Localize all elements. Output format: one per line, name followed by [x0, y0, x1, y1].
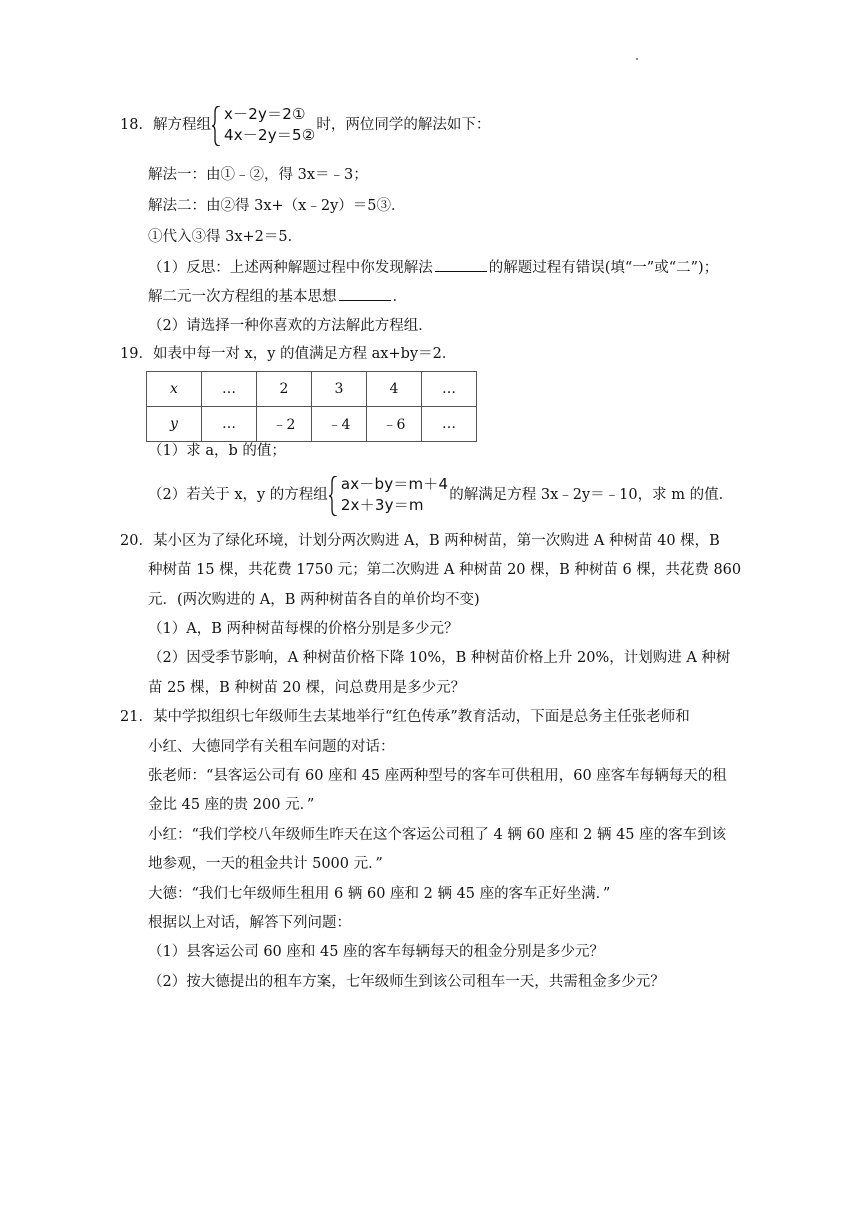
q18-part1-text-d: ． — [392, 289, 407, 305]
q19-part2 — [148, 474, 733, 516]
q18-part1 — [148, 257, 718, 278]
table-cell: y — [147, 407, 202, 442]
table-cell: … — [422, 407, 477, 442]
q20-part2: （2）因受季节影响，A 种树苗价格下降 10%，B 种树苗价格上升 20%，计划购进 A 种树 — [148, 650, 731, 666]
q21-line2: 小红、大德同学有关租车问题的对话： — [148, 739, 395, 755]
table-cell: … — [202, 407, 257, 442]
q20-line1: 20．某小区为了绿化环境，计划分两次购进 A，B 两种树苗，第一次购进 A 种树苗 40 棵，B — [120, 533, 720, 549]
q21-line8: 根据以上对话，解答下列问题： — [148, 915, 351, 931]
table-cell: … — [202, 372, 257, 407]
q19-intro: 19．如表中每一对 x，y 的值满足方程 ax+by＝2． — [120, 346, 457, 362]
answer-blank[interactable] — [339, 286, 391, 301]
q18-part1-cont — [148, 286, 407, 307]
q18-eq2: 4x－2y＝5② — [223, 126, 316, 144]
q19-part2-text-b: 的解满足方程 3x﹣2y＝﹣10，求 m 的值． — [449, 487, 734, 503]
table-row — [147, 407, 477, 442]
table-cell: ﹣6 — [367, 407, 422, 442]
q21-line1: 21．某中学拟组织七年级师生去某地举行“红色传承”教育活动，下面是总务主任张老师和 — [120, 709, 690, 725]
q18-suffix: 时，两位同学的解法如下： — [316, 117, 491, 133]
q21-line5: 小红：“我们学校八年级师生昨天在这个客运公司租了 4 辆 60 座和 2 辆 45 座的客车到该 — [148, 827, 727, 843]
table-cell: 2 — [257, 372, 312, 407]
q18-part1-text-c: 解二元一次方程组的基本思想 — [148, 289, 337, 305]
q18-method2-cont: ①代入③得 3x+2＝5． — [148, 229, 303, 245]
q21-part2: （2）按大德提出的租车方案，七年级师生到该公司租车一天，共需租金多少元？ — [148, 974, 665, 990]
table-cell: ﹣2 — [257, 407, 312, 442]
table-cell: x — [147, 372, 202, 407]
q18-part2: （2）请选择一种你喜欢的方法解此方程组． — [148, 318, 433, 334]
q19-equation-system — [329, 474, 448, 516]
q19-eq1: ax－by＝m＋4 — [340, 475, 449, 493]
q20-line3: 元．(两次购进的 A，B 两种树苗各自的单价均不变) — [148, 592, 480, 608]
table-cell: 3 — [312, 372, 367, 407]
q18-equation-system — [212, 104, 315, 146]
q20-part1: （1）A，B 两种树苗每棵的价格分别是多少元？ — [148, 621, 459, 637]
q21-part1: （1）县客运公司 60 座和 45 座的客车每辆每天的租金分别是多少元？ — [148, 944, 605, 960]
q18-eq1: x－2y＝2① — [223, 105, 306, 123]
q19-part1: （1）求 a，b 的值； — [148, 443, 286, 459]
left-brace-icon — [212, 106, 221, 146]
q21-line3: 张老师：“县客运公司有 60 座和 45 座两种型号的客车可供租用，60 座客车每辆每天的租 — [148, 768, 727, 784]
table-row — [147, 372, 477, 407]
q19-value-table — [146, 371, 477, 442]
q21-line4: 金比 45 座的贵 200 元．” — [148, 797, 315, 813]
page-dot — [636, 58, 638, 60]
q21-line6: 地参观，一天的租金共计 5000 元．” — [148, 856, 383, 872]
answer-blank[interactable] — [435, 257, 487, 272]
q21-line7: 大德：“我们七年级师生租用 6 辆 60 座和 2 辆 45 座的客车正好坐满．” — [148, 886, 611, 902]
q19-eq2: 2x＋3y＝m — [340, 496, 424, 514]
q18-prefix: 18．解方程组 — [120, 117, 211, 133]
q18-method2: 解法二：由②得 3x+（x﹣2y）＝5③． — [148, 198, 406, 214]
table-cell: ﹣4 — [312, 407, 367, 442]
q18-part1-text-a: （1）反思：上述两种解题过程中你发现解法 — [148, 260, 433, 276]
q18-method1: 解法一：由①﹣②，得 3x＝﹣3； — [148, 167, 368, 183]
q19-part2-text-a: （2）若关于 x，y 的方程组 — [148, 487, 328, 503]
q18-header — [120, 104, 490, 146]
table-cell: 4 — [367, 372, 422, 407]
q20-line2: 种树苗 15 棵，共花费 1750 元；第二次购进 A 种树苗 20 棵，B 种树苗 6 棵，共花费 860 — [148, 562, 742, 578]
table-cell: … — [422, 372, 477, 407]
q18-part1-text-b: 的解题过程有错误(填“一”或“二”)； — [488, 260, 719, 276]
q20-part2-cont: 苗 25 棵，B 种树苗 20 棵，问总费用是多少元？ — [148, 680, 466, 696]
left-brace-icon — [329, 476, 338, 516]
